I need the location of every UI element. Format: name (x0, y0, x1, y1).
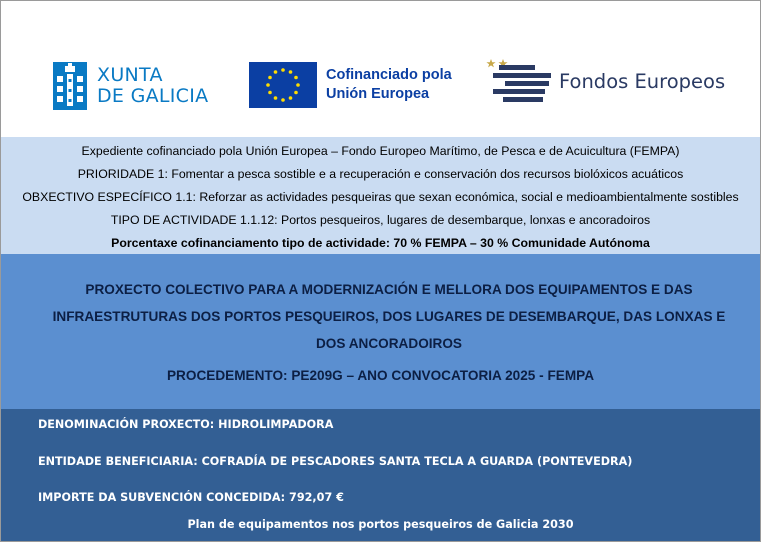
eu-cofinancing-logo (249, 62, 452, 108)
project-denomination: DENOMINACIÓN PROXECTO: HIDROLIMPADORA (38, 418, 334, 431)
project-beneficiary: ENTIDADE BENEFICIARIA: COFRADÍA DE PESCADORES SANTA TECLA A GUARDA (PONTEVEDRA) (38, 455, 633, 468)
funding-line-expediente: Expediente cofinanciado pola Unión Europea – Fondo Europeo Marítimo, de Pesca e de Acuicultura (FEMPA) (81, 144, 680, 158)
fondos-europeos-logo (485, 58, 725, 104)
project-band (1, 254, 760, 409)
funding-line-obxectivo: OBXECTIVO ESPECÍFICO 1.1: Reforzar as actividades pesqueiras que sexan económica, social e medioambientalmente sostibles (22, 190, 739, 204)
eu-line2: Unión Europea (326, 86, 430, 102)
xunta-line2: DE GALICIA (97, 85, 209, 107)
logo-header (1, 1, 760, 137)
funding-info-band (1, 137, 760, 254)
eu-text (326, 66, 452, 104)
plan-caption: Plan de equipamentos nos portos pesqueiros de Galicia 2030 (187, 518, 574, 531)
xunta-line1: XUNTA (97, 64, 163, 86)
funding-line-tipo: TIPO DE ACTIVIDADE 1.1.12: Portos pesqueiros, lugares de desembarque, lonxas e ancoradoiros (110, 213, 651, 227)
eu-line1: Cofinanciado pola (326, 67, 452, 83)
eu-flag-icon (249, 62, 317, 108)
xunta-logo (53, 61, 208, 111)
subsidy-amount: IMPORTE DA SUBVENCIÓN CONCEDIDA: 792,07 € (38, 491, 344, 504)
project-details-band (1, 409, 760, 541)
procedure-line: PROCEDEMENTO: PE209G – ANO CONVOCATORIA 2025 - FEMPA (166, 368, 595, 383)
xunta-wordmark (97, 65, 208, 107)
funding-line-porcentaxe: Porcentaxe cofinanciamento tipo de actividade: 70 % FEMPA – 30 % Comunidade Autónoma (111, 236, 650, 250)
fondos-text: Fondos Europeos (559, 69, 726, 93)
galicia-coat-of-arms-icon (53, 62, 87, 110)
funding-line-prioridade: PRIORIDADE 1: Fomentar a pesca sostible e a recuperación e conservación dos recursos biolóxicos acuáticos (77, 167, 684, 181)
fondos-stripes-icon (485, 58, 551, 104)
project-title: PROXECTO COLECTIVO PARA A MODERNIZACIÓN E MELLORA DOS EQUIPAMENTOS E DAS INFRAESTRUTURAS DOS PORTOS PESQUEIROS, DOS LUGARES DE DESEMBARQUE, DAS LONXAS E DOS ANCORADOIROS (52, 282, 726, 351)
